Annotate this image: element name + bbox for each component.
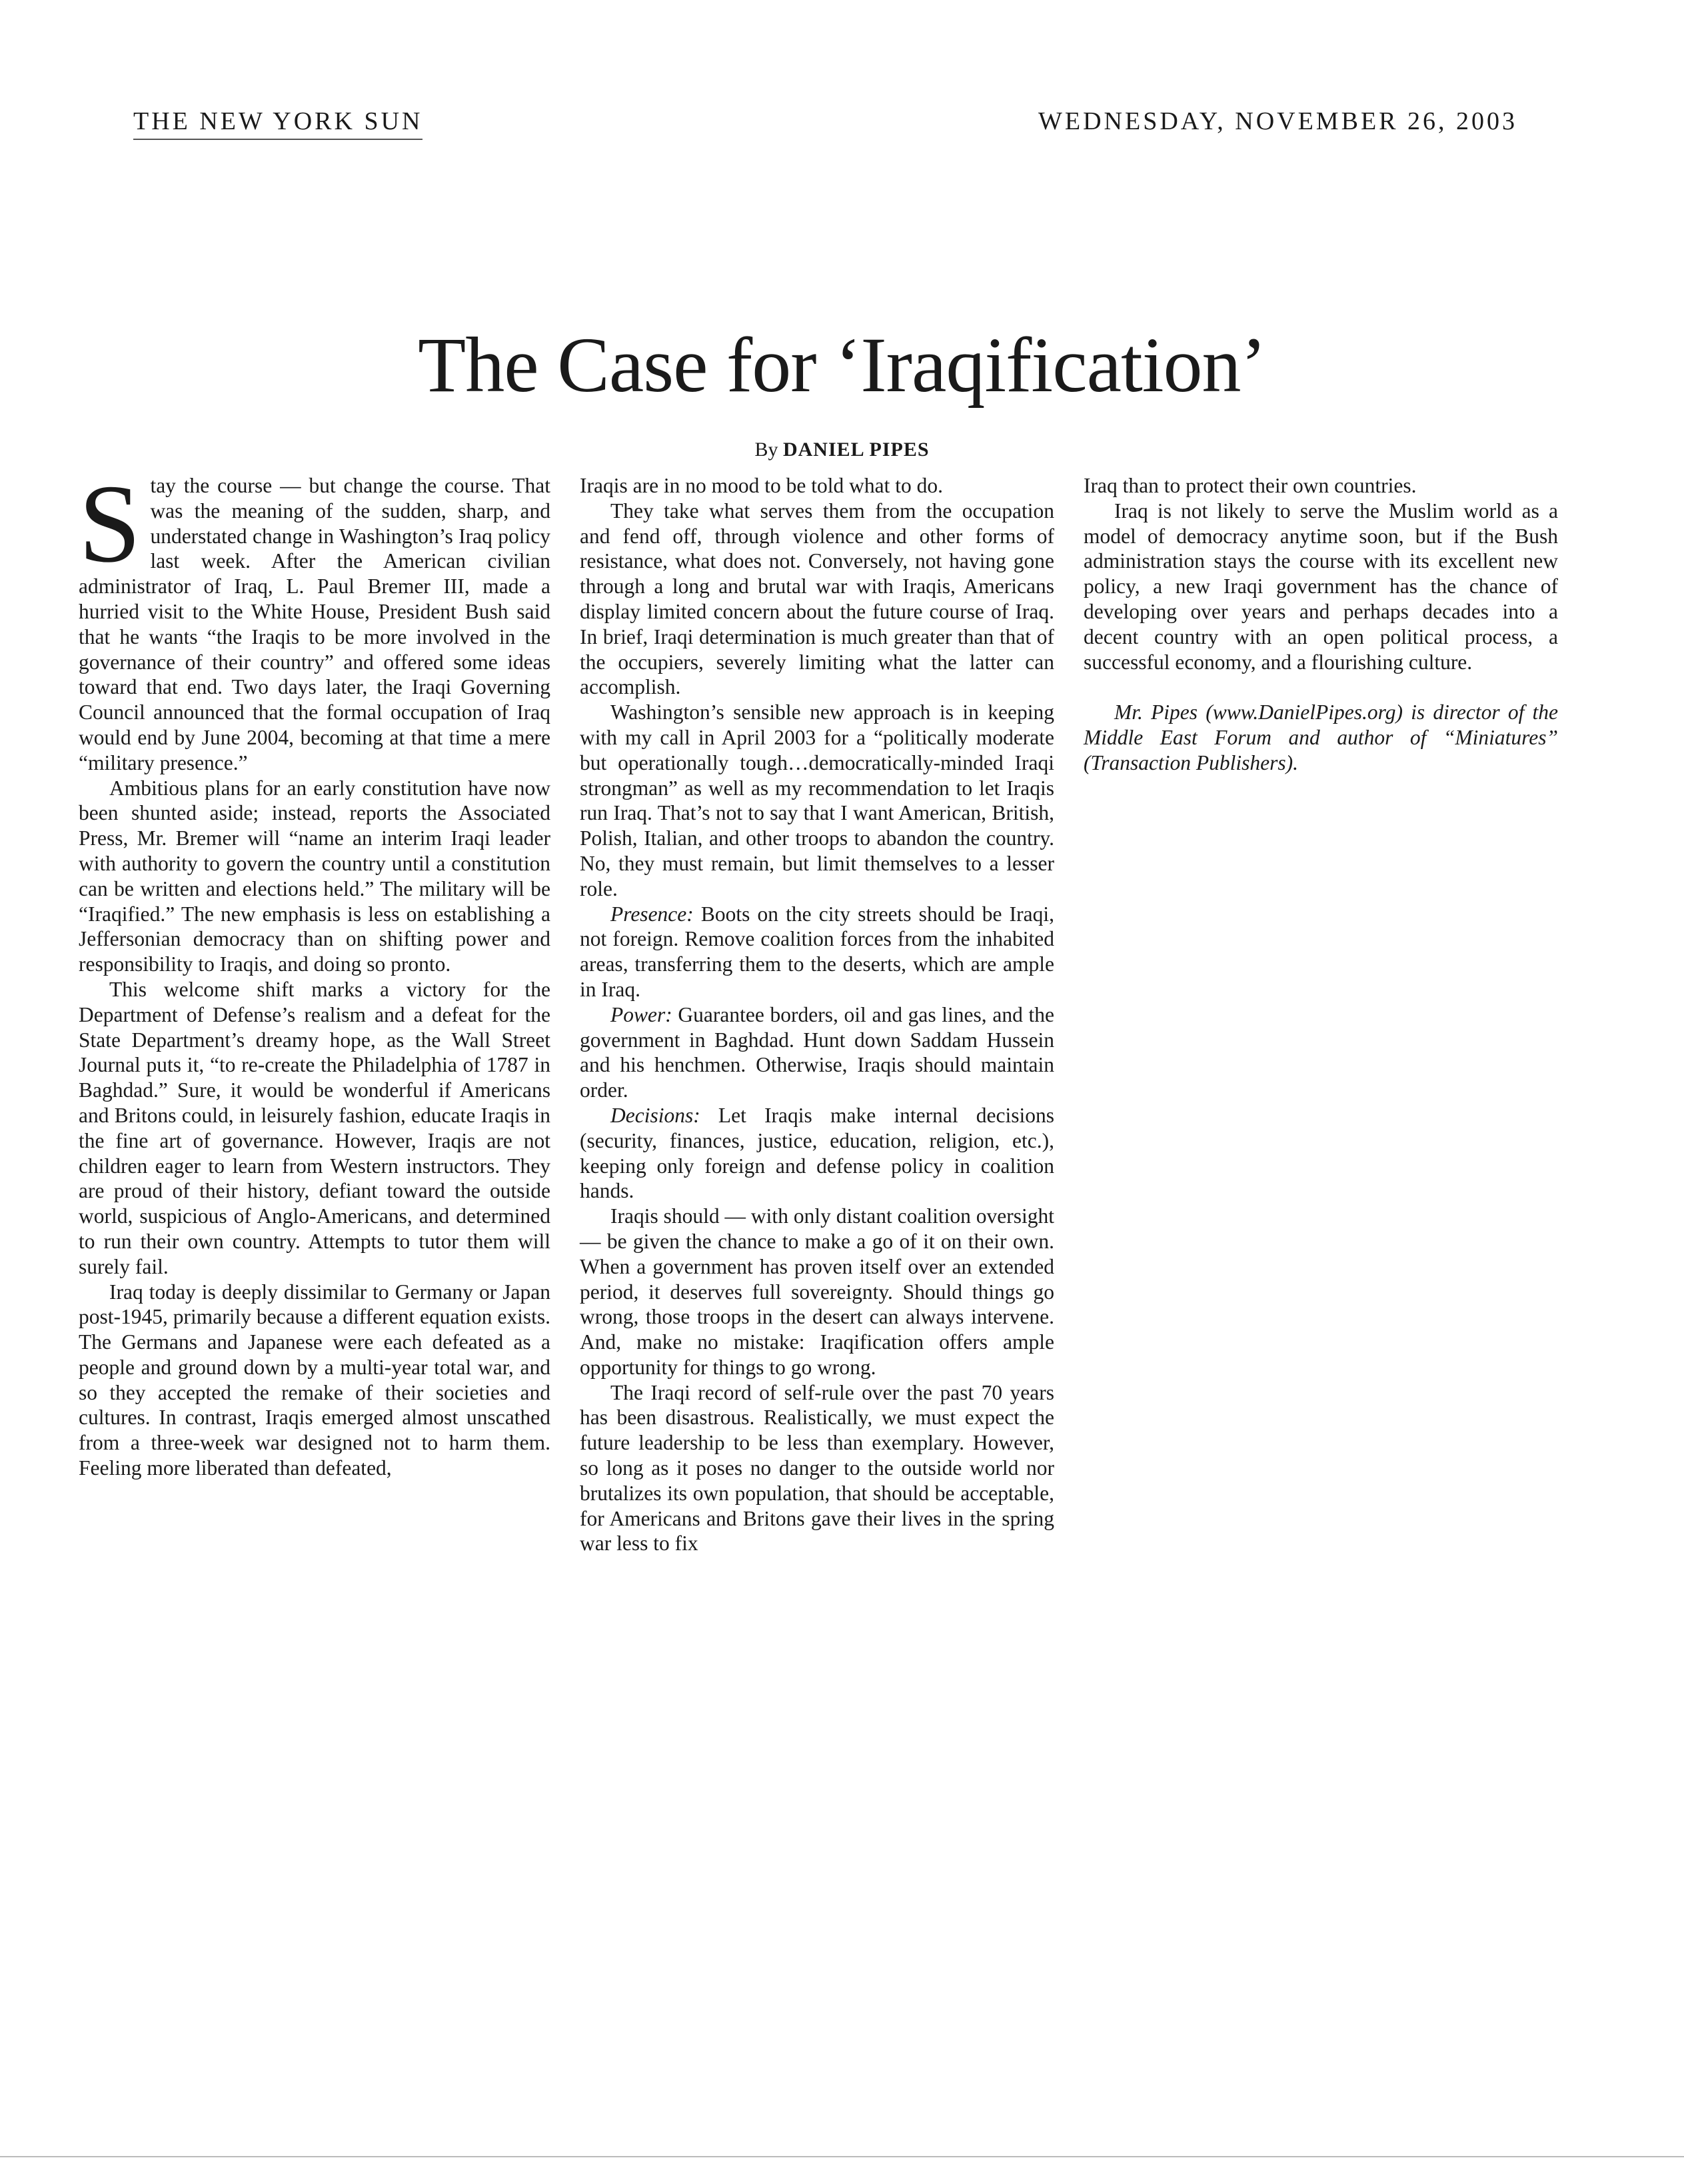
article-column-1 (79, 462, 550, 1481)
paragraph: Iraqis are in no mood to be told what to do. (580, 474, 944, 497)
paragraph-label: Power: (610, 1002, 672, 1026)
author-bio: Mr. Pipes (www.DanielPipes.org) is director of the Middle East Forum and author of “Miniatures” (Transaction Publishers). (1084, 700, 1558, 774)
byline (0, 439, 1684, 461)
article-title: The Case for ‘Iraqification’ (418, 321, 1266, 409)
paragraph-label: Presence: (610, 902, 694, 926)
paragraph: Decisions: Let Iraqis make internal decisions (security, finances, justice, education, religion, etc.), keeping only foreign and defense policy in coalition hands. (580, 1103, 1054, 1203)
byline-prefix: By (754, 439, 778, 461)
drop-cap: S (79, 462, 141, 586)
paragraph: Iraq is not likely to serve the Muslim world as a model of democracy anytime soon, but if the Bush administration stays the course with its excellent new policy, a new Iraqi government has the chance of developing over years and perhaps decades into a decent country with an open political process, a successful economy, and a flourishing culture. (1084, 499, 1558, 674)
paragraph-label: Decisions: (610, 1103, 700, 1127)
paragraph: The Iraqi record of self-rule over the past 70 years has been disastrous. Realistically, we must expect the future leadership to be less than exemplary. However, so long as it poses no danger to the outside world nor brutalizes its own population, that should be acceptable, for Americans and Britons gave their lives in the spring war less to fix (580, 1380, 1054, 1556)
paragraph: Power: Guarantee borders, oil and gas lines, and the government in Baghdad. Hunt down Saddam Hussein and his henchmen. Otherwise, Iraqis should maintain order. (580, 1002, 1054, 1102)
author-name: DANIEL PIPES (782, 439, 930, 461)
paragraph: Ambitious plans for an early constitution have now been shunted aside; instead, reports the Associated Press, Mr. Bremer will “name an interim Iraqi leader with authority to govern the country until a constitution can be written and elections held.” The military will be “Iraqified.” The new emphasis is less on establishing a Jeffersonian democracy than on shifting power and responsibility to Iraqis, and doing so pronto. (79, 776, 550, 976)
paragraph: Stay the course — but change the course. That was the meaning of the sudden, sharp, and understated change in Washington’s Iraq policy last week. After the American civilian administrator of Iraq, L. Paul Bremer III, made a hurried visit to the White House, President Bush said that he wants “the Iraqis to be more involved in the governance of their country” and offered some ideas toward that end. Two days later, the Iraqi Governing Council announced that the formal occupation of Iraq would end by June 2004, becoming at that time a mere “military presence.” (79, 462, 550, 774)
paragraph: Washington’s sensible new approach is in keeping with my call in April 2003 for a “politically moderate but operationally tough…democratically-minded Iraqi strongman” as well as my recommendation to let Iraqis run Iraq. That’s not to say that I want American, British, Polish, Italian, and other troops to abandon the country. No, they must remain, but limit themselves to a lesser role. (580, 700, 1054, 900)
paragraph: They take what serves them from the occupation and fend off, through violence and other forms of resistance, what does not. Conversely, not having gone through a long and brutal war with Iraqis, Americans display limited concern about the future course of Iraq. In brief, Iraqi determination is much greater than that of the occupiers, severely limiting what the latter can accomplish. (580, 499, 1054, 699)
publication-date: WEDNESDAY, NOVEMBER 26, 2003 (1038, 107, 1517, 135)
paragraph: Iraq today is deeply dissimilar to Germany or Japan post-1945, primarily because a different equation exists. The Germans and Japanese were each defeated as a people and ground down by a multi-year total war, and so they accepted the remake of their societies and cultures. In contrast, Iraqis emerged almost unscathed from a three-week war designed not to harm them. Feeling more liberated than defeated, (79, 1280, 550, 1480)
article-column-3 (1084, 473, 1558, 776)
paragraph: This welcome shift marks a victory for the Department of Defense’s realism and a defeat for the State Department’s dreamy hope, as the Wall Street Journal puts it, “to re-create the Philadelphia of 1787 in Baghdad.” Sure, it would be wonderful if Americans and Britons could, in leisurely fashion, educate Iraqis in the fine art of governance. However, Iraqis are not children eager to learn from Western instructors. They are proud of their history, defiant toward the outside world, suspicious of Anglo-Americans, and determined to run their own country. Attempts to tutor them will surely fail. (79, 977, 550, 1278)
paragraph: Presence: Boots on the city streets should be Iraqi, not foreign. Remove coalition forces from the inhabited areas, transferring them to the deserts, which are ample in Iraq. (580, 902, 1054, 1001)
page-edge-divider (0, 2156, 1684, 2157)
publication-name: THE NEW YORK SUN (133, 107, 422, 140)
paragraph: Iraq than to protect their own countries. (1084, 474, 1417, 497)
paragraph: Iraqis should — with only distant coalition oversight — be given the chance to make a go of it on their own. When a government has proven itself over an extended period, it deserves full sovereignty. Should things go wrong, those troops in the desert can always intervene. And, make no mistake: Iraqification offers ample opportunity for things to go wrong. (580, 1204, 1054, 1379)
article-column-2 (580, 473, 1054, 1556)
masthead (133, 107, 1517, 147)
